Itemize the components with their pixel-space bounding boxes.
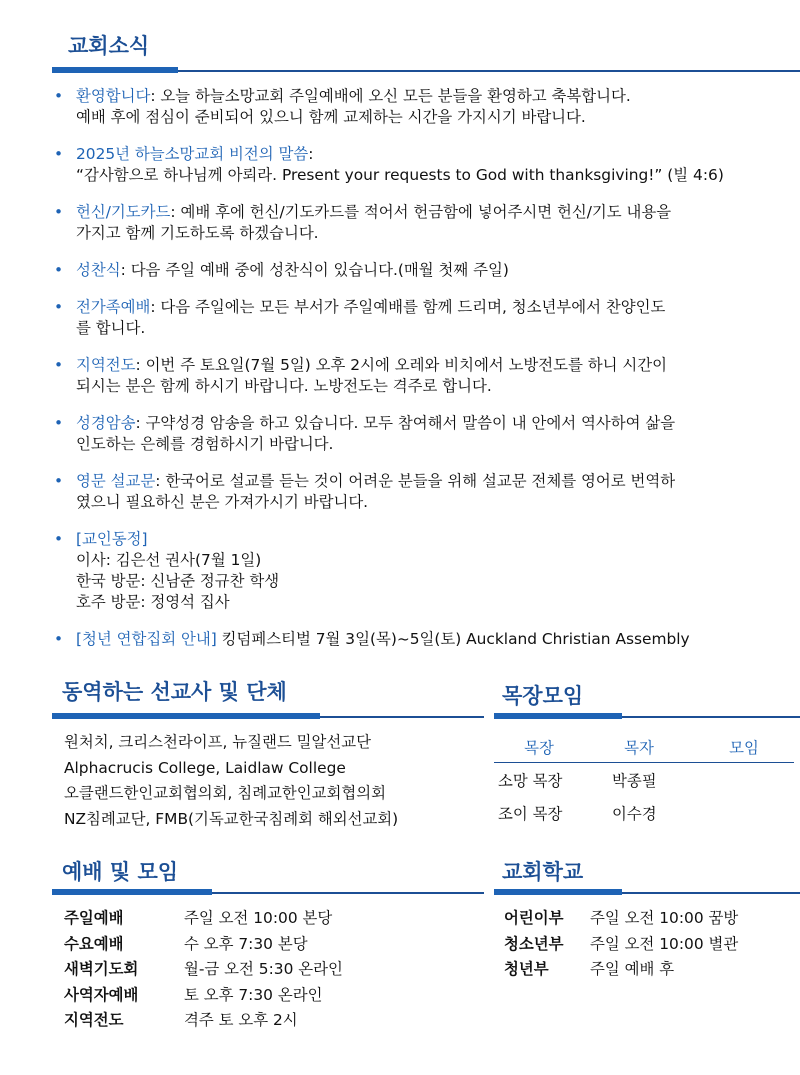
worship-section-title: 예배 및 모임 xyxy=(62,860,179,884)
news-item: • 헌신/기도카드: 예배 후에 헌신/기도카드를 적어서 헌금함에 넣어주시면 헌신/기도 내용을 가지고 함께 기도하도록 하겠습니다. xyxy=(54,203,672,242)
mission-line: NZ침례교단, FMB(기독교한국침례회 해외선교회) xyxy=(64,809,399,828)
news-item: • 지역전도: 이번 주 토요일(7월 5일) 오후 2시에 오레와 비치에서 노방전도를 하니 시간이 되시는 분은 함께 하시기 바랍니다. 노방전도는 격주로 합니다. xyxy=(54,356,668,395)
pastoral-section-title: 목장모임 xyxy=(502,684,584,708)
news-divider xyxy=(52,70,800,72)
missions-list xyxy=(64,730,398,832)
pastoral-header: 목자 xyxy=(584,732,694,763)
list-item: 지역전도 격주 토 오후 2시 xyxy=(64,1011,298,1029)
news-list xyxy=(52,86,792,650)
missions-section-title: 동역하는 선교사 및 단체 xyxy=(62,680,287,704)
list-item: 새벽기도회 월-금 오전 5:30 온라인 xyxy=(64,960,343,978)
table-row: 소망 목장 박종필 xyxy=(498,772,657,790)
mission-line: Alphacrucis College, Laidlaw College xyxy=(64,758,346,777)
list-item: 수요예배 수 오후 7:30 본당 xyxy=(64,934,308,953)
pastoral-divider xyxy=(494,716,800,718)
news-item: • 2025년 하늘소망교회 비전의 말씀: “감사함으로 하나님께 아뢰라. Present your requests to God with thanksgiving!” (빌 4:6) xyxy=(54,145,724,184)
worship-schedule xyxy=(64,906,343,1034)
pastoral-header: 목장 xyxy=(494,732,584,763)
worship-divider xyxy=(52,892,484,894)
school-schedule xyxy=(504,906,738,983)
list-item: 청소년부 주일 오전 10:00 별관 xyxy=(504,934,739,953)
pastoral-header: 모임 xyxy=(694,732,794,763)
list-item: 주일예배 주일 오전 10:00 본당 xyxy=(64,909,333,927)
list-item: 청년부 주일 예배 후 xyxy=(504,960,675,978)
news-item: • 영문 설교문: 한국어로 설교를 듣는 것이 어려운 분들을 위해 설교문 전체를 영어로 번역하 였으니 필요하신 분은 가져가시기 바랍니다. xyxy=(54,472,676,511)
school-divider xyxy=(494,892,800,894)
news-item: • 전가족예배: 다음 주일에는 모든 부서가 주일예배를 함께 드리며, 청소년부에서 찬양인도 를 합니다. xyxy=(54,298,666,337)
news-item: • [청년 연합집회 안내] 킹덤페스티벌 7월 3일(목)~5일(토) Auckland Christian Assembly xyxy=(54,630,690,648)
news-section-title: 교회소식 xyxy=(68,34,150,58)
news-item: • 환영합니다: 오늘 하늘소망교회 주일예배에 오신 모든 분들을 환영하고 축복합니다. 예배 후에 점심이 준비되어 있으니 함께 교제하는 시간을 가지시기 바랍니다. xyxy=(54,87,631,126)
list-item: 어린이부 주일 오전 10:00 꿈방 xyxy=(504,909,739,927)
list-item: 사역자예배 토 오후 7:30 온라인 xyxy=(64,985,323,1004)
table-row: 조이 목장 이수경 xyxy=(498,805,657,823)
pastoral-table xyxy=(494,732,794,829)
news-item: • 성찬식: 다음 주일 예배 중에 성찬식이 있습니다.(매월 첫째 주일) xyxy=(54,261,509,279)
news-item: • 성경암송: 구약성경 암송을 하고 있습니다. 모두 참여해서 말씀이 내 안에서 역사하여 삶을 인도하는 은혜를 경험하시기 바랍니다. xyxy=(54,414,676,453)
mission-line: 원처치, 크리스천라이프, 뉴질랜드 밀알선교단 xyxy=(64,733,371,751)
school-section-title: 교회학교 xyxy=(502,860,584,884)
mission-line: 오클랜드한인교회협의회, 침례교한인교회협의회 xyxy=(64,784,386,802)
missions-divider xyxy=(52,716,484,718)
news-item: • [교인동정] 이사: 김은선 권사(7월 1일) 한국 방문: 신남준 정규찬 학생 호주 방문: 정영석 집사 xyxy=(54,530,280,611)
